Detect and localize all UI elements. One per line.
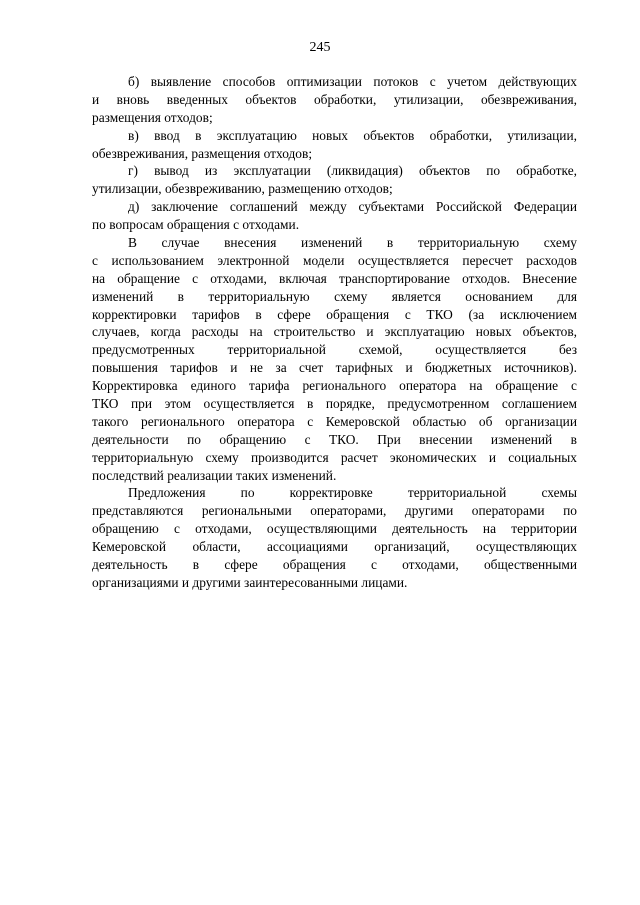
paragraph-line: на обращение с отходами, включая транспортирование отходов. Внесение	[92, 270, 577, 286]
paragraph-line: деятельность в сфере обращения с отходами, общественными	[92, 557, 577, 573]
paragraph-line: корректировки тарифов в сфере обращения с ТКО (за исключением	[92, 306, 577, 322]
paragraph-line: обезвреживания, размещения отходов;	[92, 145, 313, 161]
paragraph-line: обращению с отходами, осуществляющими деятельность на территории	[92, 521, 577, 537]
paragraph-line: предусмотренных территориальной схемой, осуществляется без	[92, 342, 577, 358]
paragraph-line: организациями и другими заинтересованными лицами.	[92, 574, 408, 590]
paragraph-line: изменений в территориальную схему является основанием для	[92, 288, 577, 304]
paragraph-line: утилизации, обезвреживанию, размещению отходов;	[92, 181, 393, 197]
paragraph-line: с использованием электронной модели осуществляется пересчет расходов	[92, 252, 577, 268]
paragraph-line: б) выявление способов оптимизации потоков с учетом действующих	[128, 74, 577, 89]
paragraph-line: такого регионального оператора с Кемеровской областью об организации	[92, 413, 577, 429]
paragraph-line: деятельности по обращению с ТКО. При внесении изменений в	[92, 431, 577, 447]
paragraph-line: представляются региональными операторами, другими операторами по	[92, 503, 577, 519]
paragraph-line: территориальную схему производится расчет экономических и социальных	[92, 449, 577, 465]
paragraph-line: в) ввод в эксплуатацию новых объектов обработки, утилизации,	[128, 127, 577, 143]
paragraph-line: г) вывод из эксплуатации (ликвидация) объектов по обработке,	[128, 163, 577, 179]
paragraph-line: д) заключение соглашений между субъектами Российской Федерации	[128, 199, 577, 215]
paragraph-line: по вопросам обращения с отходами.	[92, 217, 300, 233]
page-number: 245	[309, 40, 331, 55]
paragraph-line: размещения отходов;	[92, 109, 213, 125]
paragraph-line: случаев, когда расходы на строительство и эксплуатацию новых объектов,	[92, 324, 577, 340]
paragraph-line: В случае внесения изменений в территориальную схему	[128, 235, 577, 251]
paragraph-line: Предложения по корректировке территориальной схемы	[128, 485, 577, 501]
paragraph-line: последствий реализации таких изменений.	[92, 467, 337, 483]
paragraph-line: повышения тарифов и не за счет тарифных и бюджетных источников).	[92, 360, 577, 376]
paragraph-line: Кемеровской области, ассоциациями организаций, осуществляющих	[92, 539, 577, 555]
paragraph-line: ТКО при этом осуществляется в порядке, предусмотренном соглашением	[92, 396, 577, 412]
body-text	[92, 73, 577, 592]
paragraph-line: Корректировка единого тарифа регионального оператора на обращение с	[92, 378, 577, 394]
paragraph-line: и вновь введенных объектов обработки, утилизации, обезвреживания,	[92, 91, 577, 107]
